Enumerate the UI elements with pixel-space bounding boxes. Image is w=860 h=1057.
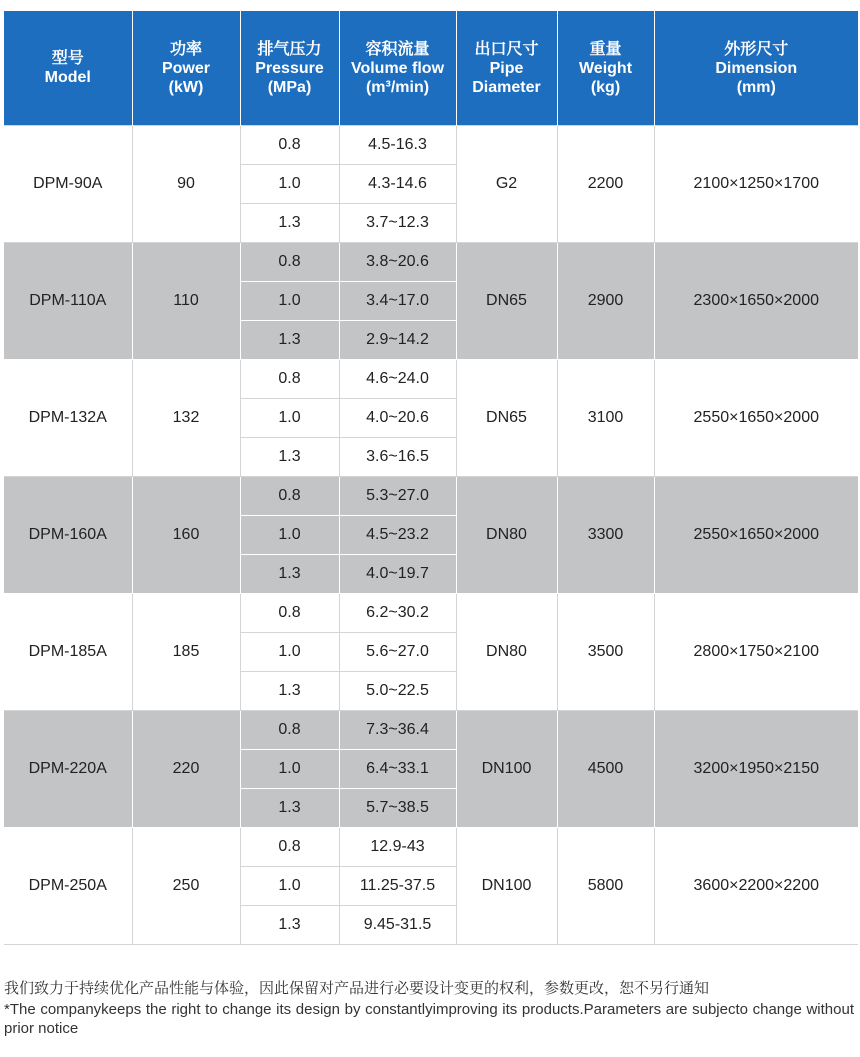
header-power bbox=[132, 11, 240, 126]
weight-cell: 3300 bbox=[557, 477, 654, 594]
table-row bbox=[4, 243, 858, 282]
header-model-en: Model bbox=[44, 69, 91, 86]
dimension-cell: 3600×2200×2200 bbox=[654, 828, 858, 945]
table-row bbox=[4, 126, 858, 165]
pipe-diameter-cell: DN65 bbox=[456, 360, 557, 477]
pressure-cell: 1.3 bbox=[240, 321, 339, 360]
table-row bbox=[4, 360, 858, 399]
model-group bbox=[4, 828, 858, 945]
volume-flow-cell: 4.0~19.7 bbox=[339, 555, 456, 594]
volume-flow-cell: 5.7~38.5 bbox=[339, 789, 456, 828]
model-cell: DPM-110A bbox=[4, 243, 132, 360]
model-group bbox=[4, 360, 858, 477]
header-pipe-diameter bbox=[456, 11, 557, 126]
dimension-cell: 2800×1750×2100 bbox=[654, 594, 858, 711]
pressure-cell: 1.3 bbox=[240, 906, 339, 945]
pressure-cell: 1.3 bbox=[240, 672, 339, 711]
note-chinese: 我们致力于持续优化产品性能与体验，因此保留对产品进行必要设计变更的权利，参数更改，恕不另行通知 bbox=[4, 979, 710, 997]
volume-flow-cell: 4.5~23.2 bbox=[339, 516, 456, 555]
dimension-cell: 3200×1950×2150 bbox=[654, 711, 858, 828]
volume-flow-cell: 5.3~27.0 bbox=[339, 477, 456, 516]
header-volume-flow-cn: 容积流量 bbox=[365, 40, 430, 58]
header-power-unit: (kW) bbox=[168, 78, 204, 96]
dimension-cell: 2550×1650×2000 bbox=[654, 360, 858, 477]
volume-flow-cell: 3.8~20.6 bbox=[339, 243, 456, 282]
header-dimension-en: Dimension bbox=[715, 59, 798, 77]
pressure-cell: 0.8 bbox=[240, 360, 339, 399]
pressure-cell: 0.8 bbox=[240, 711, 339, 750]
header-weight-unit: (kg) bbox=[590, 78, 621, 96]
power-cell: 90 bbox=[132, 126, 240, 243]
volume-flow-cell: 3.6~16.5 bbox=[339, 438, 456, 477]
dimension-cell: 2100×1250×1700 bbox=[654, 126, 858, 243]
header-weight bbox=[557, 11, 654, 126]
dimension-cell: 2300×1650×2000 bbox=[654, 243, 858, 360]
header-weight-cn: 重量 bbox=[589, 40, 622, 58]
weight-cell: 2200 bbox=[557, 126, 654, 243]
pipe-diameter-cell: DN65 bbox=[456, 243, 557, 360]
model-group bbox=[4, 477, 858, 594]
header-power-en: Power bbox=[161, 59, 210, 77]
power-cell: 110 bbox=[132, 243, 240, 360]
header-volume-flow-unit: (m³/min) bbox=[365, 78, 430, 96]
header-dimension-cn: 外形尺寸 bbox=[724, 40, 789, 58]
volume-flow-cell: 12.9-43 bbox=[339, 828, 456, 867]
pressure-cell: 1.0 bbox=[240, 633, 339, 672]
weight-cell: 3500 bbox=[557, 594, 654, 711]
weight-cell: 3100 bbox=[557, 360, 654, 477]
volume-flow-cell: 6.4~33.1 bbox=[339, 750, 456, 789]
pressure-cell: 0.8 bbox=[240, 126, 339, 165]
volume-flow-cell: 4.6~24.0 bbox=[339, 360, 456, 399]
pressure-cell: 1.0 bbox=[240, 165, 339, 204]
table-row bbox=[4, 828, 858, 867]
pressure-cell: 1.3 bbox=[240, 204, 339, 243]
header-pressure-en: Pressure bbox=[255, 59, 324, 77]
weight-cell: 5800 bbox=[557, 828, 654, 945]
volume-flow-cell: 11.25-37.5 bbox=[339, 867, 456, 906]
pipe-diameter-cell: DN100 bbox=[456, 711, 557, 828]
model-group bbox=[4, 243, 858, 360]
header-pipe-diameter-en: Pipe bbox=[489, 59, 524, 77]
pressure-cell: 1.0 bbox=[240, 516, 339, 555]
volume-flow-cell: 3.7~12.3 bbox=[339, 204, 456, 243]
pressure-cell: 1.3 bbox=[240, 789, 339, 828]
pressure-cell: 1.3 bbox=[240, 555, 339, 594]
power-cell: 132 bbox=[132, 360, 240, 477]
volume-flow-cell: 9.45-31.5 bbox=[339, 906, 456, 945]
header-pipe-diameter-unit: Diameter bbox=[472, 78, 541, 96]
pipe-diameter-cell: DN80 bbox=[456, 594, 557, 711]
model-group bbox=[4, 711, 858, 828]
header-model-cn: 型号 bbox=[51, 50, 84, 67]
pipe-diameter-cell: G2 bbox=[456, 126, 557, 243]
volume-flow-cell: 5.0~22.5 bbox=[339, 672, 456, 711]
model-cell: DPM-250A bbox=[4, 828, 132, 945]
power-cell: 160 bbox=[132, 477, 240, 594]
model-cell: DPM-90A bbox=[4, 126, 132, 243]
model-cell: DPM-220A bbox=[4, 711, 132, 828]
header-model bbox=[4, 11, 132, 126]
header-volume-flow-en: Volume flow bbox=[350, 59, 445, 77]
volume-flow-cell: 3.4~17.0 bbox=[339, 282, 456, 321]
pressure-cell: 1.0 bbox=[240, 399, 339, 438]
header-volume-flow bbox=[339, 11, 456, 126]
note-english: *The companykeeps the right to change its design by constantlyimproving its products.Parameters are subjecto change without prior notice bbox=[4, 1001, 854, 1037]
header-dimension bbox=[654, 11, 858, 126]
volume-flow-cell: 4.5-16.3 bbox=[339, 126, 456, 165]
header-weight-en: Weight bbox=[578, 59, 633, 77]
model-cell: DPM-132A bbox=[4, 360, 132, 477]
pressure-cell: 0.8 bbox=[240, 477, 339, 516]
volume-flow-cell: 5.6~27.0 bbox=[339, 633, 456, 672]
volume-flow-cell: 4.3-14.6 bbox=[339, 165, 456, 204]
volume-flow-cell: 7.3~36.4 bbox=[339, 711, 456, 750]
volume-flow-cell: 2.9~14.2 bbox=[339, 321, 456, 360]
header-row bbox=[4, 11, 858, 126]
header-pressure-cn: 排气压力 bbox=[257, 40, 322, 58]
model-group bbox=[4, 594, 858, 711]
table-row bbox=[4, 594, 858, 633]
header-power-cn: 功率 bbox=[169, 40, 202, 58]
table-row bbox=[4, 711, 858, 750]
power-cell: 185 bbox=[132, 594, 240, 711]
spec-table bbox=[4, 11, 858, 945]
pressure-cell: 0.8 bbox=[240, 243, 339, 282]
header-pressure bbox=[240, 11, 339, 126]
pressure-cell: 1.0 bbox=[240, 750, 339, 789]
header-dimension-unit: (mm) bbox=[736, 78, 776, 96]
volume-flow-cell: 6.2~30.2 bbox=[339, 594, 456, 633]
power-cell: 250 bbox=[132, 828, 240, 945]
model-cell: DPM-185A bbox=[4, 594, 132, 711]
pipe-diameter-cell: DN100 bbox=[456, 828, 557, 945]
pressure-cell: 1.0 bbox=[240, 867, 339, 906]
pressure-cell: 1.3 bbox=[240, 438, 339, 477]
power-cell: 220 bbox=[132, 711, 240, 828]
table-row bbox=[4, 477, 858, 516]
model-group bbox=[4, 126, 858, 243]
weight-cell: 4500 bbox=[557, 711, 654, 828]
pressure-cell: 0.8 bbox=[240, 828, 339, 867]
model-cell: DPM-160A bbox=[4, 477, 132, 594]
weight-cell: 2900 bbox=[557, 243, 654, 360]
dimension-cell: 2550×1650×2000 bbox=[654, 477, 858, 594]
volume-flow-cell: 4.0~20.6 bbox=[339, 399, 456, 438]
pipe-diameter-cell: DN80 bbox=[456, 477, 557, 594]
pressure-cell: 0.8 bbox=[240, 594, 339, 633]
pressure-cell: 1.0 bbox=[240, 282, 339, 321]
footnotes bbox=[4, 978, 854, 1038]
header-pipe-diameter-cn: 出口尺寸 bbox=[474, 40, 539, 58]
header-pressure-unit: (MPa) bbox=[267, 78, 312, 96]
